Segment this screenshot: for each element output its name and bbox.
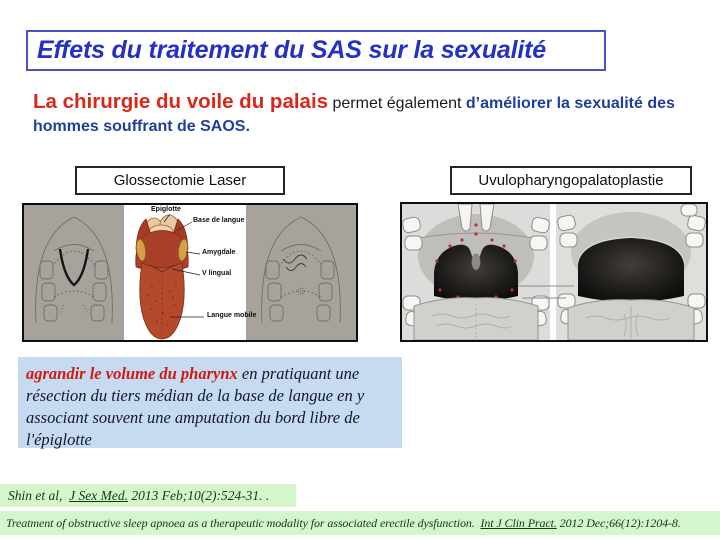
figure-label-uvulopharyngopalatoplastie-text: Uvulopharyngopalatoplastie	[478, 172, 664, 189]
figure-label-glossectomie	[75, 166, 285, 195]
figure-label-glossectomie-text: Glossectomie Laser	[113, 172, 247, 189]
citation-treatment-prefix: Treatment of obstructive sleep apnoea as a therapeutic modality for associated erectile dysfunction.	[6, 515, 481, 530]
uppp-before-panel	[402, 204, 550, 340]
note-highlight-red: agrandir le volume du pharynx	[26, 364, 238, 383]
citation-shin	[0, 484, 296, 507]
annotation-amygdale: Amygdale	[202, 249, 236, 256]
intro-lead-red: La chirurgie du voile du palais	[33, 90, 329, 113]
note-body: en pratiquant une résection du tiers médian de la base de langue en y associant souvent une amputation du bord libre de l'épiglotte	[26, 364, 365, 449]
intro-paragraph	[33, 90, 709, 138]
oropharynx-dark-after	[578, 238, 684, 302]
uvula-shape	[472, 254, 481, 270]
intro-emphasis-line2: hommes souffrant de SAOS.	[33, 118, 250, 135]
annotation-base-de-langue: Base de langue	[193, 217, 245, 224]
citation-shin-suffix: 2013 Feb;10(2):524-31. .	[127, 487, 270, 503]
citation-treatment	[0, 511, 720, 535]
annotation-v-lingual: V lingual	[202, 270, 232, 277]
title-box	[26, 30, 606, 71]
uppp-figure	[400, 202, 708, 342]
citation-shin-journal: J Sex Med.	[69, 487, 128, 503]
citation-treatment-suffix: 2012 Dec;66(12):1204-8.	[556, 515, 681, 530]
uppp-after-panel	[556, 204, 706, 340]
citation-shin-prefix: Shin et al,	[8, 487, 70, 503]
annotation-epiglotte: Epiglotte	[151, 206, 181, 213]
glossectomie-illustration	[24, 205, 356, 340]
figure-label-uvulopharyngopalatoplastie	[450, 166, 692, 195]
annotation-langue-mobile: Langue mobile	[207, 312, 257, 319]
glossectomie-figure	[22, 203, 358, 342]
intro-emphasis-line1: d’améliorer la sexualité des	[465, 95, 675, 112]
citation-treatment-journal: Int J Clin Pract.	[480, 515, 557, 530]
intro-middle: permet également	[328, 95, 466, 112]
uppp-illustration	[402, 204, 706, 340]
note-box	[18, 357, 402, 448]
page-title: Effets du traitement du SAS sur la sexualité	[37, 36, 546, 64]
